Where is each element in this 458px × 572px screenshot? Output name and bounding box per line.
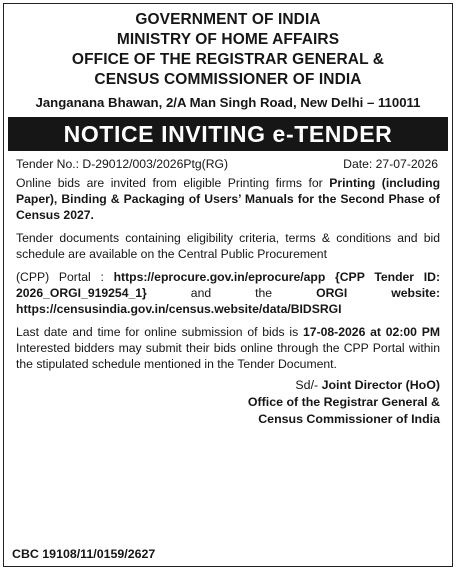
signature-sd: Sd/- <box>295 378 322 392</box>
header-commissioner: CENSUS COMMISSIONER OF INDIA <box>94 71 362 88</box>
portal-and-text: and the <box>146 286 317 300</box>
header-address: Janganana Bhawan, 2/A Man Singh Road, New Delhi – 110011 <box>35 95 421 110</box>
invitation-text: Online bids are invited from eligible Printing firms for <box>16 176 330 190</box>
notice-frame <box>3 3 453 567</box>
deadline-instructions: Interested bidders may submit their bids online through the CPP Portal within the stipulated schedule mentioned in the Tender Document. <box>16 341 440 371</box>
orgi-website-link[interactable]: https://censusindia.gov.in/census.website/data/BIDSRGI <box>16 302 342 316</box>
tender-date: Date: 27-07-2026 <box>343 157 438 171</box>
signature-line <box>4 377 440 394</box>
notice-title-banner: NOTICE INVITING e-TENDER <box>8 117 448 151</box>
cpp-portal-link[interactable]: https://eprocure.gov.in/eprocure/app <box>113 270 326 284</box>
header-government: GOVERNMENT OF INDIA <box>135 11 321 28</box>
cbc-code: CBC 19108/11/0159/2627 <box>12 547 156 561</box>
signatory-office-1: Office of the Registrar General & <box>247 395 440 409</box>
signatory-designation: Joint Director (HoO) <box>321 378 440 392</box>
notice-header <box>4 10 452 90</box>
paragraph-deadline <box>16 324 440 372</box>
signatory-office-2: Census Commissioner of India <box>258 412 440 426</box>
paragraph-invitation <box>16 175 440 223</box>
signature-block <box>4 377 452 428</box>
tender-meta-row <box>4 151 452 172</box>
paragraph-documents: Tender documents containing eligibility criteria, terms & conditions and bid schedule are available on the Central Public Procurement <box>16 231 440 261</box>
notice-body <box>4 172 452 372</box>
portal-spacer <box>325 270 335 284</box>
header-office: OFFICE OF THE REGISTRAR GENERAL & <box>71 51 385 68</box>
paragraph-portal <box>16 269 440 317</box>
deadline-text: Last date and time for online submission of bids is <box>16 325 304 339</box>
cpp-tender-id: {CPP Tender ID: 2026_ORGI_919254_1} <box>16 270 441 300</box>
deadline-date: 17-08-2026 at 02:00 PM <box>303 325 441 339</box>
header-ministry: MINISTRY OF HOME AFFAIRS <box>116 31 340 48</box>
portal-text: (CPP) Portal : <box>16 270 114 284</box>
orgi-website-label: ORGI website: <box>316 286 441 300</box>
invitation-scope: Printing (including Paper), Binding & Packaging of Users’ Manuals for the Second Phase of Census 2027. <box>16 176 441 222</box>
tender-number: Tender No.: D-29012/003/2026Ptg(RG) <box>16 157 229 171</box>
